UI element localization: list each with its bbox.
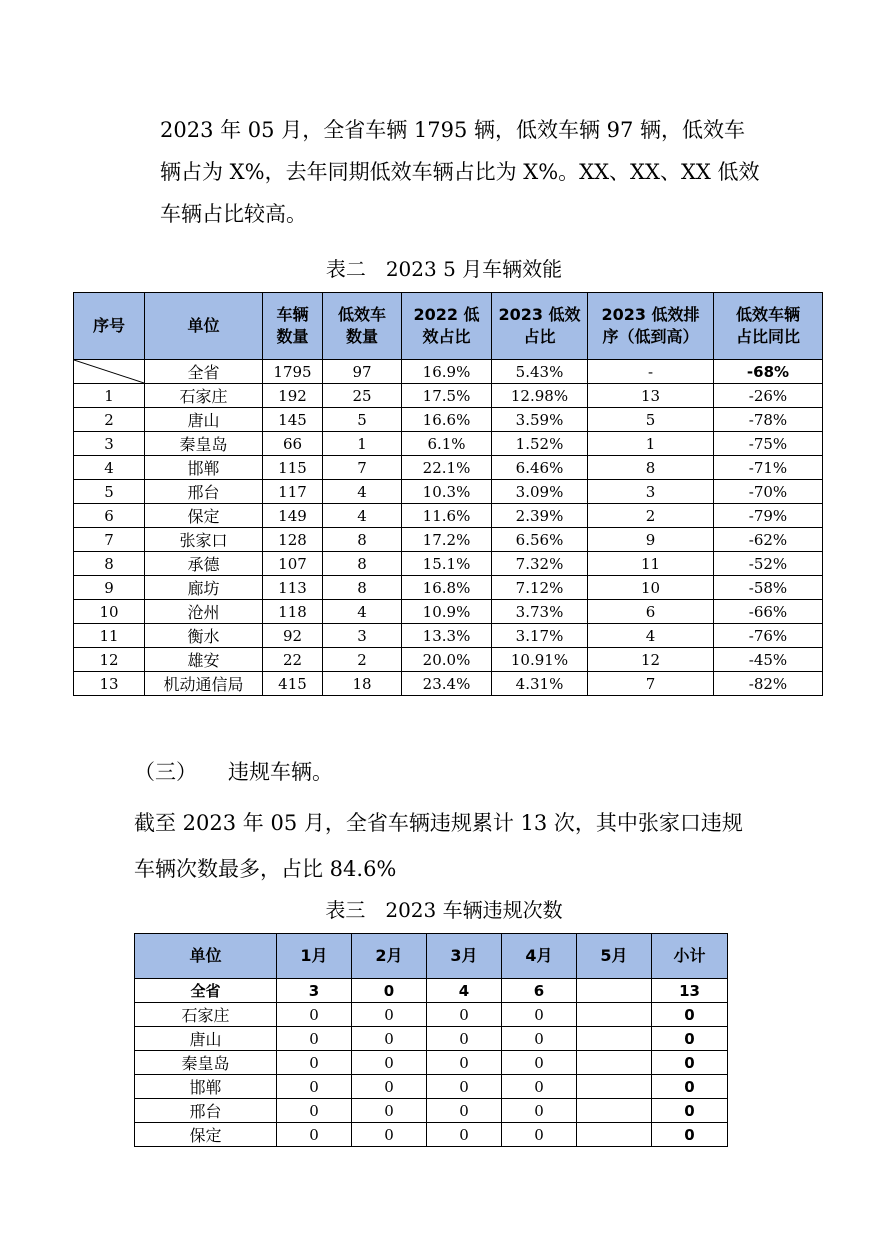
seq-cell: 7	[74, 528, 145, 552]
low-count-cell: 97	[323, 360, 402, 384]
unit-cell: 唐山	[145, 408, 263, 432]
ratio-2023-cell: 3.59%	[492, 408, 588, 432]
yoy-cell: -76%	[714, 624, 823, 648]
rank-cell: 12	[588, 648, 714, 672]
count-cell: 66	[263, 432, 323, 456]
low-count-cell: 4	[323, 600, 402, 624]
section3-paragraph	[134, 800, 774, 892]
violation-count-table	[134, 933, 728, 1147]
month-5-cell	[577, 1003, 652, 1027]
month-1-cell: 0	[277, 1003, 352, 1027]
seq-cell: 1	[74, 384, 145, 408]
month-2-cell: 0	[352, 1051, 427, 1075]
subtotal-cell: 0	[652, 1099, 728, 1123]
rank-cell: 5	[588, 408, 714, 432]
seq-cell: 3	[74, 432, 145, 456]
month-3-cell: 0	[427, 1003, 502, 1027]
header-unit: 单位	[145, 293, 263, 360]
low-count-cell: 25	[323, 384, 402, 408]
yoy-cell: -78%	[714, 408, 823, 432]
table-row	[135, 1051, 728, 1075]
table-row	[135, 1027, 728, 1051]
table-row	[74, 480, 823, 504]
ratio-2023-cell: 6.46%	[492, 456, 588, 480]
table-row	[135, 1075, 728, 1099]
header-month-2: 2月	[352, 934, 427, 979]
table2-total-row	[74, 360, 823, 384]
rank-cell: 4	[588, 624, 714, 648]
month-1-cell: 0	[277, 1027, 352, 1051]
header-2023-ratio: 2023 低效 占比	[492, 293, 588, 360]
table-row	[135, 1123, 728, 1147]
month-1-cell: 0	[277, 1075, 352, 1099]
count-cell: 115	[263, 456, 323, 480]
table-row	[74, 408, 823, 432]
table-row	[74, 672, 823, 696]
header-month-5: 5月	[577, 934, 652, 979]
rank-cell: -	[588, 360, 714, 384]
month-5-cell	[577, 1027, 652, 1051]
ratio-2023-cell: 4.31%	[492, 672, 588, 696]
count-cell: 192	[263, 384, 323, 408]
subtotal-cell: 0	[652, 1003, 728, 1027]
month-4-cell: 0	[502, 1075, 577, 1099]
month-2-cell: 0	[352, 1123, 427, 1147]
ratio-2022-cell: 16.6%	[402, 408, 492, 432]
low-count-cell: 4	[323, 480, 402, 504]
month-5-cell	[577, 1099, 652, 1123]
rank-cell: 1	[588, 432, 714, 456]
yoy-cell: -62%	[714, 528, 823, 552]
count-cell: 113	[263, 576, 323, 600]
count-cell: 1795	[263, 360, 323, 384]
ratio-2022-cell: 17.5%	[402, 384, 492, 408]
table3-total-row	[135, 979, 728, 1003]
seq-cell: 5	[74, 480, 145, 504]
table2-header-row	[74, 293, 823, 360]
unit-cell: 全省	[145, 360, 263, 384]
ratio-2022-cell: 20.0%	[402, 648, 492, 672]
table3-header-row	[135, 934, 728, 979]
yoy-cell: -45%	[714, 648, 823, 672]
month-4-cell: 0	[502, 1027, 577, 1051]
table-row	[135, 1099, 728, 1123]
month-3-cell: 0	[427, 1099, 502, 1123]
header-subtotal: 小计	[652, 934, 728, 979]
seq-cell: 9	[74, 576, 145, 600]
month-2-cell: 0	[352, 1027, 427, 1051]
low-count-cell: 8	[323, 528, 402, 552]
month-1-cell: 0	[277, 1051, 352, 1075]
table-row	[74, 552, 823, 576]
month-3-cell: 0	[427, 1027, 502, 1051]
unit-cell: 雄安	[145, 648, 263, 672]
seq-cell: 13	[74, 672, 145, 696]
unit-cell: 全省	[135, 979, 277, 1003]
unit-cell: 邯郸	[145, 456, 263, 480]
yoy-cell: -68%	[714, 360, 823, 384]
month-3-cell: 4	[427, 979, 502, 1003]
unit-cell: 秦皇岛	[145, 432, 263, 456]
ratio-2023-cell: 3.73%	[492, 600, 588, 624]
yoy-cell: -58%	[714, 576, 823, 600]
count-cell: 128	[263, 528, 323, 552]
header-vehicle-count: 车辆 数量	[263, 293, 323, 360]
header-unit: 单位	[135, 934, 277, 979]
section3-line: 车辆次数最多，占比 84.6%	[134, 857, 397, 881]
ratio-2022-cell: 23.4%	[402, 672, 492, 696]
month-5-cell	[577, 1123, 652, 1147]
count-cell: 22	[263, 648, 323, 672]
month-5-cell	[577, 979, 652, 1003]
month-5-cell	[577, 1051, 652, 1075]
month-4-cell: 6	[502, 979, 577, 1003]
subtotal-cell: 0	[652, 1123, 728, 1147]
month-4-cell: 0	[502, 1051, 577, 1075]
subtotal-cell: 13	[652, 979, 728, 1003]
ratio-2023-cell: 12.98%	[492, 384, 588, 408]
section3-line: 截至 2023 年 05 月，全省车辆违规累计 13 次，其中张家口违规	[134, 811, 743, 835]
month-3-cell: 0	[427, 1051, 502, 1075]
header-month-3: 3月	[427, 934, 502, 979]
ratio-2023-cell: 5.43%	[492, 360, 588, 384]
unit-cell: 承德	[145, 552, 263, 576]
month-3-cell: 0	[427, 1123, 502, 1147]
header-yoy: 低效车辆 占比同比	[714, 293, 823, 360]
ratio-2023-cell: 1.52%	[492, 432, 588, 456]
seq-cell: 10	[74, 600, 145, 624]
month-4-cell: 0	[502, 1099, 577, 1123]
vehicle-efficiency-table	[73, 292, 823, 696]
month-2-cell: 0	[352, 979, 427, 1003]
unit-cell: 张家口	[145, 528, 263, 552]
yoy-cell: -71%	[714, 456, 823, 480]
intro-line: 车辆占比较高。	[160, 202, 307, 226]
rank-cell: 11	[588, 552, 714, 576]
yoy-cell: -52%	[714, 552, 823, 576]
count-cell: 92	[263, 624, 323, 648]
table-row	[74, 600, 823, 624]
diagonal-cell	[74, 360, 145, 384]
intro-line: 辆占为 X%，去年同期低效车辆占比为 X%。XX、XX、XX 低效	[160, 160, 760, 184]
unit-cell: 石家庄	[135, 1003, 277, 1027]
ratio-2022-cell: 6.1%	[402, 432, 492, 456]
ratio-2023-cell: 10.91%	[492, 648, 588, 672]
header-month-1: 1月	[277, 934, 352, 979]
count-cell: 117	[263, 480, 323, 504]
section3-number: （三）	[134, 760, 197, 784]
rank-cell: 13	[588, 384, 714, 408]
unit-cell: 邯郸	[135, 1075, 277, 1099]
seq-cell: 4	[74, 456, 145, 480]
month-2-cell: 0	[352, 1075, 427, 1099]
count-cell: 145	[263, 408, 323, 432]
rank-cell: 3	[588, 480, 714, 504]
rank-cell: 7	[588, 672, 714, 696]
unit-cell: 石家庄	[145, 384, 263, 408]
unit-cell: 沧州	[145, 600, 263, 624]
month-2-cell: 0	[352, 1003, 427, 1027]
ratio-2023-cell: 2.39%	[492, 504, 588, 528]
low-count-cell: 8	[323, 552, 402, 576]
unit-cell: 邢台	[145, 480, 263, 504]
intro-paragraph	[160, 109, 760, 235]
yoy-cell: -70%	[714, 480, 823, 504]
table-row	[74, 432, 823, 456]
header-month-4: 4月	[502, 934, 577, 979]
seq-cell: 12	[74, 648, 145, 672]
ratio-2023-cell: 3.17%	[492, 624, 588, 648]
ratio-2022-cell: 17.2%	[402, 528, 492, 552]
ratio-2022-cell: 10.3%	[402, 480, 492, 504]
unit-cell: 廊坊	[145, 576, 263, 600]
count-cell: 415	[263, 672, 323, 696]
table-row	[135, 1003, 728, 1027]
table-row	[74, 456, 823, 480]
unit-cell: 保定	[145, 504, 263, 528]
table2-caption: 表二 2023 5 月车辆效能	[325, 257, 563, 281]
subtotal-cell: 0	[652, 1027, 728, 1051]
yoy-cell: -66%	[714, 600, 823, 624]
yoy-cell: -26%	[714, 384, 823, 408]
table-row	[74, 528, 823, 552]
count-cell: 149	[263, 504, 323, 528]
ratio-2023-cell: 7.32%	[492, 552, 588, 576]
section3-title: 违规车辆。	[228, 760, 333, 784]
table-row	[74, 624, 823, 648]
ratio-2022-cell: 15.1%	[402, 552, 492, 576]
low-count-cell: 4	[323, 504, 402, 528]
month-1-cell: 3	[277, 979, 352, 1003]
header-seq: 序号	[74, 293, 145, 360]
low-count-cell: 7	[323, 456, 402, 480]
unit-cell: 保定	[135, 1123, 277, 1147]
rank-cell: 6	[588, 600, 714, 624]
rank-cell: 10	[588, 576, 714, 600]
intro-line: 2023 年 05 月，全省车辆 1795 辆，低效车辆 97 辆，低效车	[160, 118, 746, 142]
month-1-cell: 0	[277, 1099, 352, 1123]
month-2-cell: 0	[352, 1099, 427, 1123]
section3-heading	[134, 757, 333, 787]
low-count-cell: 2	[323, 648, 402, 672]
table-row	[74, 384, 823, 408]
count-cell: 107	[263, 552, 323, 576]
month-4-cell: 0	[502, 1123, 577, 1147]
month-3-cell: 0	[427, 1075, 502, 1099]
unit-cell: 秦皇岛	[135, 1051, 277, 1075]
subtotal-cell: 0	[652, 1075, 728, 1099]
table-row	[74, 648, 823, 672]
rank-cell: 8	[588, 456, 714, 480]
seq-cell: 8	[74, 552, 145, 576]
ratio-2022-cell: 16.8%	[402, 576, 492, 600]
seq-cell: 11	[74, 624, 145, 648]
unit-cell: 唐山	[135, 1027, 277, 1051]
unit-cell: 机动通信局	[145, 672, 263, 696]
ratio-2022-cell: 10.9%	[402, 600, 492, 624]
ratio-2023-cell: 6.56%	[492, 528, 588, 552]
ratio-2023-cell: 7.12%	[492, 576, 588, 600]
yoy-cell: -79%	[714, 504, 823, 528]
month-4-cell: 0	[502, 1003, 577, 1027]
header-low-efficiency-count: 低效车 数量	[323, 293, 402, 360]
seq-cell: 2	[74, 408, 145, 432]
table-row	[74, 576, 823, 600]
subtotal-cell: 0	[652, 1051, 728, 1075]
ratio-2022-cell: 11.6%	[402, 504, 492, 528]
low-count-cell: 8	[323, 576, 402, 600]
ratio-2022-cell: 16.9%	[402, 360, 492, 384]
header-2023-rank: 2023 低效排 序（低到高）	[588, 293, 714, 360]
month-1-cell: 0	[277, 1123, 352, 1147]
yoy-cell: -75%	[714, 432, 823, 456]
count-cell: 118	[263, 600, 323, 624]
low-count-cell: 18	[323, 672, 402, 696]
table3-caption: 表三 2023 车辆违规次数	[325, 898, 563, 922]
low-count-cell: 3	[323, 624, 402, 648]
unit-cell: 衡水	[145, 624, 263, 648]
rank-cell: 9	[588, 528, 714, 552]
low-count-cell: 1	[323, 432, 402, 456]
seq-cell: 6	[74, 504, 145, 528]
yoy-cell: -82%	[714, 672, 823, 696]
rank-cell: 2	[588, 504, 714, 528]
low-count-cell: 5	[323, 408, 402, 432]
table-row	[74, 504, 823, 528]
unit-cell: 邢台	[135, 1099, 277, 1123]
ratio-2022-cell: 13.3%	[402, 624, 492, 648]
ratio-2023-cell: 3.09%	[492, 480, 588, 504]
header-2022-ratio: 2022 低 效占比	[402, 293, 492, 360]
month-5-cell	[577, 1075, 652, 1099]
ratio-2022-cell: 22.1%	[402, 456, 492, 480]
